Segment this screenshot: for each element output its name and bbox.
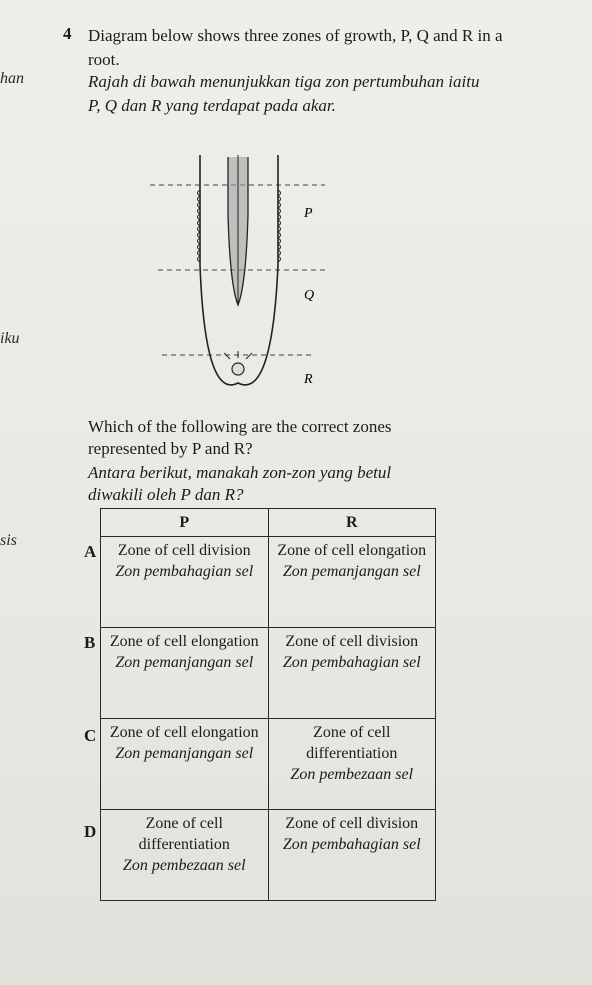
question-text-malay: Rajah di bawah menunjukkan tiga zon pertumbuhan iaitu P, Q dan R yang terdapat pada akar.: [88, 72, 480, 115]
margin-fragment: sis: [0, 532, 17, 549]
option-b-r-cell: [268, 628, 436, 719]
cell-text-ms: Zon pemanjangan sel: [115, 654, 254, 671]
option-a-p-cell: [101, 537, 269, 628]
option-row-c[interactable]: [101, 719, 436, 810]
margin-fragment: iku: [0, 330, 20, 347]
option-d-r-cell: [268, 810, 436, 901]
zone-label-r: R: [304, 372, 313, 387]
option-c-p-cell: [101, 719, 269, 810]
meristem-cell: [232, 363, 244, 375]
answer-table: [100, 508, 436, 901]
header-p: P: [101, 509, 269, 537]
cell-text-en: Zone of cell differentiation: [306, 724, 398, 762]
cell-text-ms: Zon pemanjangan sel: [282, 563, 421, 580]
option-d-p-cell: [101, 810, 269, 901]
cell-text-ms: Zon pembahagian sel: [282, 836, 421, 853]
cell-text-en: Zone of cell elongation: [277, 542, 427, 559]
cell-text-ms: Zon pembahagian sel: [115, 563, 254, 580]
cell-text-ms: Zon pemanjangan sel: [115, 745, 254, 762]
option-row-a[interactable]: [101, 537, 436, 628]
option-letter-c[interactable]: C: [84, 726, 97, 745]
cell-text-ms: Zon pembahagian sel: [282, 654, 421, 671]
question-number: 4: [63, 24, 72, 43]
cell-text-en: Zone of cell elongation: [109, 633, 259, 650]
prompt-english: Which of the following are the correct zones represented by P and R?: [88, 417, 392, 458]
cell-text-en: Zone of cell differentiation: [138, 815, 230, 853]
cell-text-ms: Zon pembezaan sel: [122, 857, 246, 874]
option-letter-d[interactable]: D: [84, 822, 97, 841]
root-tip-diagram: [150, 155, 340, 400]
header-r: R: [268, 509, 436, 537]
option-letter-b[interactable]: B: [84, 633, 96, 652]
cell-text-en: Zone of cell elongation: [109, 724, 259, 741]
option-letter-a[interactable]: A: [84, 542, 97, 561]
option-row-b[interactable]: [101, 628, 436, 719]
table-header-row: [101, 509, 436, 537]
cell-text-en: Zone of cell division: [285, 815, 419, 832]
margin-fragment: han: [0, 70, 24, 87]
option-a-r-cell: [268, 537, 436, 628]
question-text-english: Diagram below shows three zones of growth, P, Q and R in a root.: [88, 26, 503, 69]
zone-label-q: Q: [304, 288, 315, 303]
cell-text-en: Zone of cell division: [117, 542, 251, 559]
zone-label-p: P: [304, 206, 313, 221]
prompt-malay: Antara berikut, manakah zon-zon yang betul diwakili oleh P dan R?: [88, 463, 392, 504]
cell-text-ms: Zon pembezaan sel: [290, 766, 414, 783]
option-row-d[interactable]: [101, 810, 436, 901]
option-c-r-cell: [268, 719, 436, 810]
cell-text-en: Zone of cell division: [285, 633, 419, 650]
option-b-p-cell: [101, 628, 269, 719]
